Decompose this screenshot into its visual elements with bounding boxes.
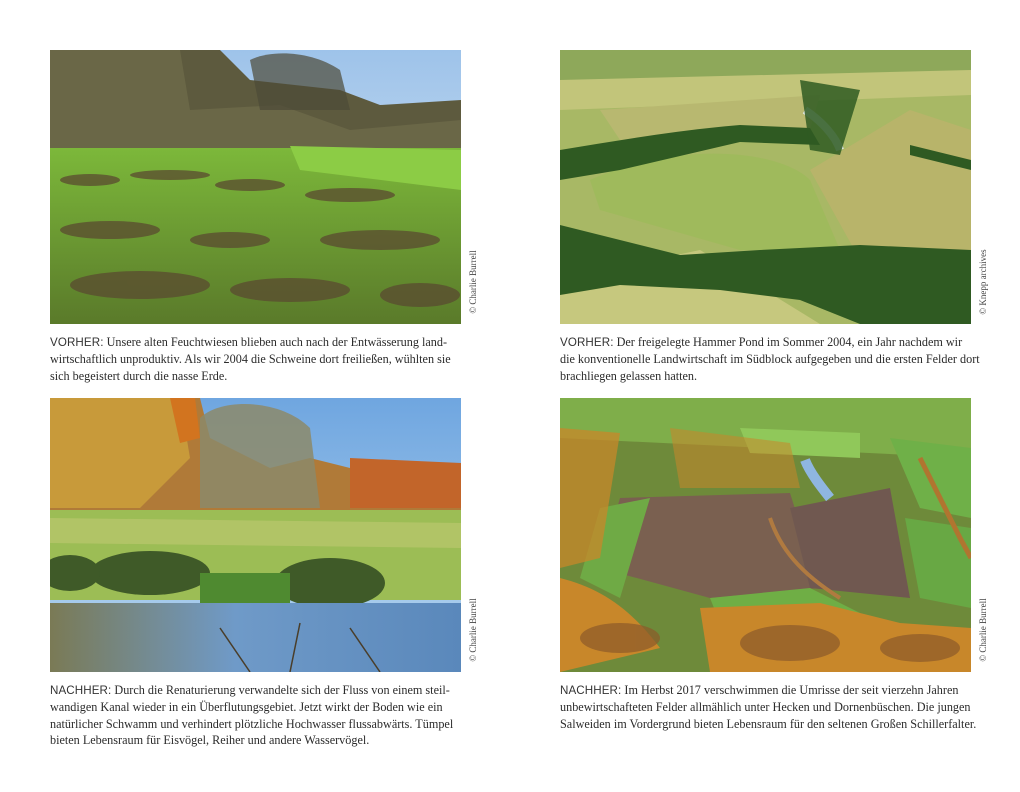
- caption-lead: NACHHER:: [50, 684, 112, 697]
- caption: [560, 682, 980, 732]
- caption-lead: VORHER:: [560, 336, 614, 349]
- meadow-image: [50, 50, 461, 324]
- photo-wet-meadow: [50, 50, 461, 324]
- caption-text: Durch die Renaturierung verwandelte sich der Fluss von einem steilwandigen Kanal wieder in ein Überflutungsgebiet. Jetzt wirkt der Boden wie ein natürlicher Schwamm und verhindert plötzliche Hochwasser flussabwärts. Tümpel bieten Lebensraum für Eisvögel, Reiher und andere Wasservögel.: [50, 683, 454, 748]
- photo-aerial-rewilded-autumn: [560, 398, 971, 672]
- caption: [50, 334, 470, 384]
- aerial-fields-image: [560, 50, 971, 324]
- photo-credit: © Charlie Burrell: [978, 598, 988, 662]
- caption-text: Im Herbst 2017 verschwimmen die Umrisse der seit vierzehn Jahren unbewirtschafteten Felder allmählich unter Hecken und Dornenbüschen. Die jungen Salweiden im Vordergrund bieten Lebensraum für den seltenen Großen Schillerfalter.: [560, 683, 977, 731]
- photo-aerial-fields-summer: [560, 50, 971, 324]
- photo-credit: © Charlie Burrell: [468, 598, 478, 662]
- autumn-pond-image: [50, 398, 461, 672]
- caption-lead: NACHHER:: [560, 684, 622, 697]
- photo-autumn-pond: [50, 398, 461, 672]
- caption: [560, 334, 980, 384]
- photo-credit: © Charlie Burrell: [468, 250, 478, 314]
- caption-text: Unsere alten Feuchtwiesen blieben auch nach der Entwässerung landwirtschaftlich unproduktiv. Als wir 2004 die Schweine dort freiließen, wühlten sie sich begeistert durch die nasse Erde.: [50, 335, 451, 383]
- photo-credit: © Knepp archives: [978, 249, 988, 315]
- caption: [50, 682, 470, 749]
- caption-lead: VORHER:: [50, 336, 104, 349]
- caption-text: Der freigelegte Hammer Pond im Sommer 2004, ein Jahr nachdem wir die konventionelle Landwirtschaft im Südblock aufgegeben und die ersten Felder dort brachliegen gelassen hatten.: [560, 335, 980, 383]
- aerial-rewilded-image: [560, 398, 971, 672]
